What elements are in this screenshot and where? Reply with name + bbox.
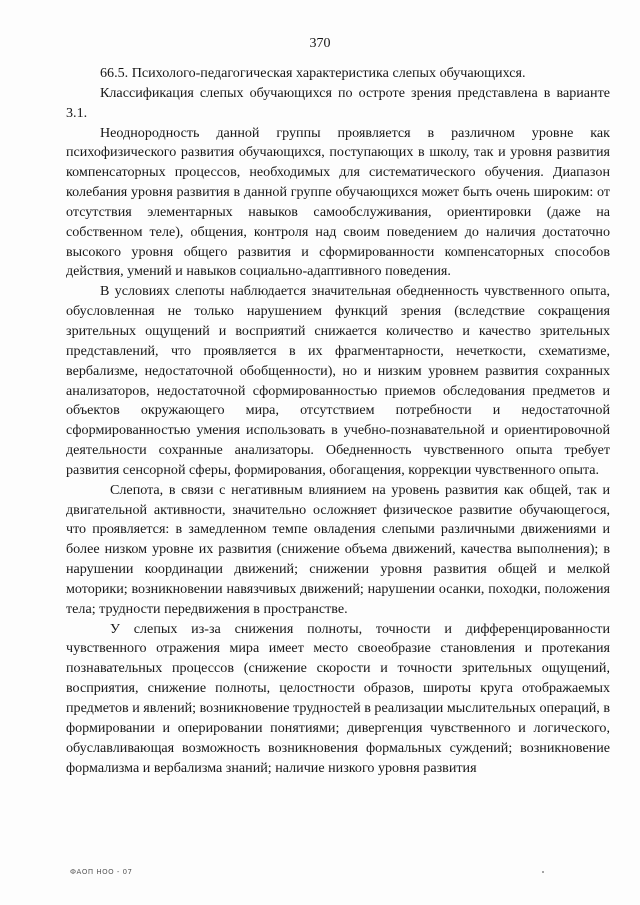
section-heading: 66.5. Психолого-педагогическая характеристика слепых обучающихся. — [100, 65, 526, 81]
paragraph-sensory-experience: В условиях слепоты наблюдается значительная обедненность чувственного опыта, обусловленная не только нарушением функций зрения (вследствие сокращения зрительных ощущений и восприятий снижается количество и качество зрительных представлений, что проявляется в их фрагментарности, нечеткости, схематизме, вербализме, недостаточной обобщенности), но и низким уровнем развития сохранных анализаторов, недостаточной сформированностью приемов обследования предметов и объектов окружающего мира, отсутствием потребности и недостаточной сформированностью умения использовать в учебно-познавательной и ориентировочной деятельности сохранные анализаторы. Обедненность чувственного опыта требует развития сенсорной сферы, формирования, обогащения, коррекции чувственного опыта. — [66, 283, 610, 478]
paragraph-physical-development: Слепота, в связи с негативным влиянием на уровень развития как общей, так и двигательной активности, значительно осложняет физическое развитие обучающегося, что проявляется: в замедленном темпе овладения слепыми различными движениями и более низком уровне их развития (снижение объема движений, качества выполнения); в нарушении координации движений; снижении уровня развития общей и мелкой моторики; возникновении навязчивых движений; нарушении осанки, походки, положения тела; трудности передвижения в пространстве. — [66, 481, 610, 617]
page-content — [66, 64, 610, 778]
page-number: 370 — [309, 36, 331, 51]
paragraph-classification: Классификация слепых обучающихся по остроте зрения представлена в варианте 3.1. — [66, 84, 610, 121]
scan-speck — [542, 871, 544, 873]
footer-code: ФАОП НОО - 07 — [70, 868, 133, 876]
paragraph-cognitive-processes: У слепых из-за снижения полноты, точности и дифференцированности чувственного отражения мира имеет место своеобразие становления и протекания познавательных процессов (снижение скорости и точности зрительных ощущений, восприятия, снижение полноты, целостности образов, широты круга отображаемых предметов и явлений; возникновение трудностей в реализации мыслительных операций, в формировании и оперировании понятиями; дивергенция чувственного и логического, обуславливающая возможность возникновения формальных суждений; возникновение формализма и вербализма знаний; наличие низкого уровня развития — [66, 620, 610, 776]
paragraph-heterogeneity: Неоднородность данной группы проявляется в различном уровне как психофизического развития обучающихся, поступающих в школу, так и уровня развития компенсаторных процессов, необходимых для систематического обучения. Диапазон колебания уровня развития в данной группе обучающихся может быть очень широким: от отсутствия элементарных навыков самообслуживания, ориентировки (даже на собственном теле), общения, контроля над своим поведением до наличия достаточно высокого уровня общего развития и сформированности компенсаторных способов действия, умений и навыков социально-адаптивного поведения. — [66, 124, 610, 280]
